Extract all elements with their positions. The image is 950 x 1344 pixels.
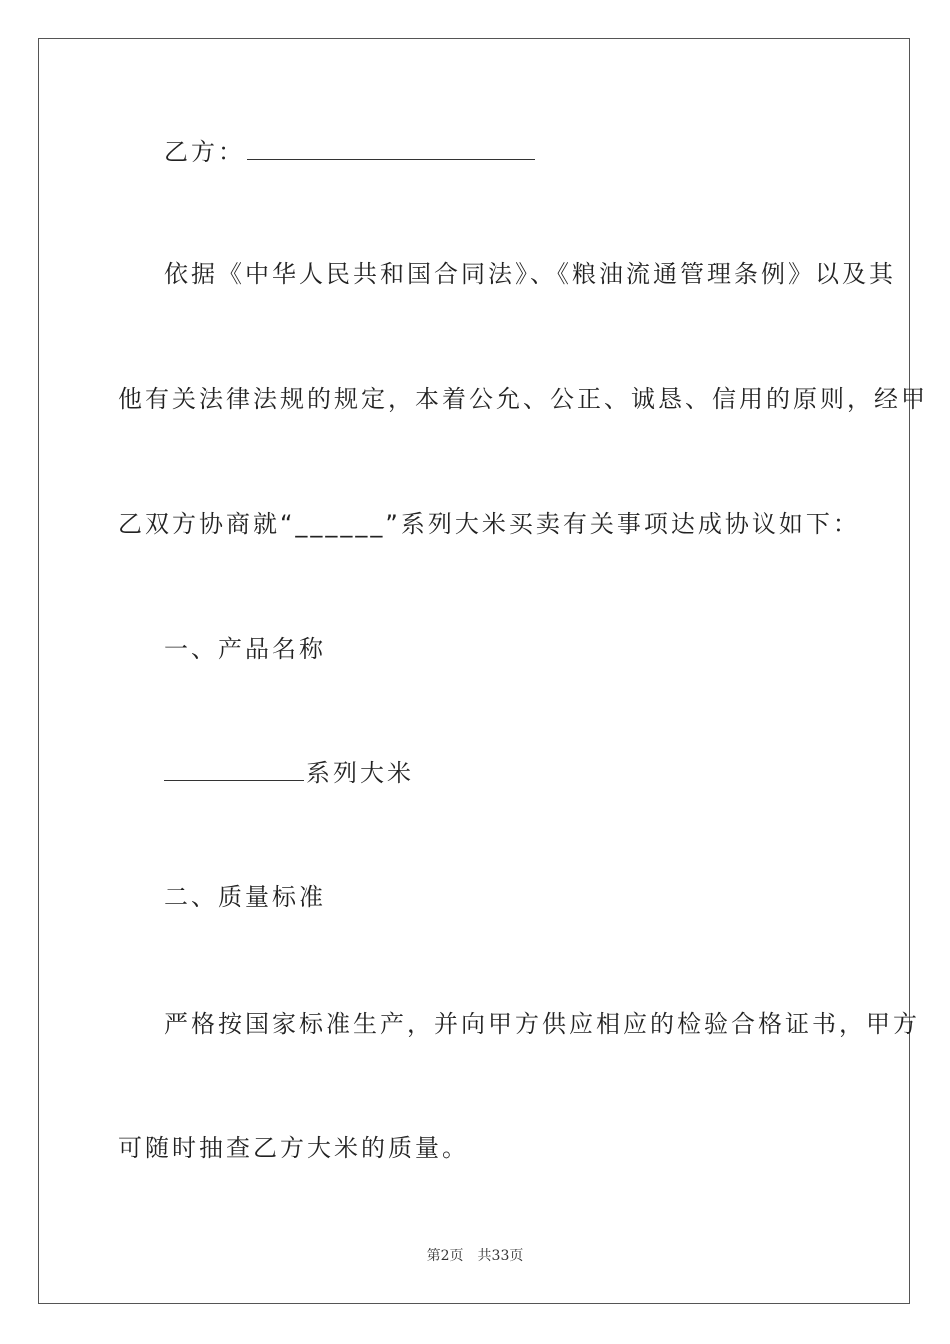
intro-line-3: 乙双方协商就“______”系列大米买卖有关事项达成协议如下： [118,510,860,538]
party-b-label: 乙方： [164,138,245,166]
party-b-line [164,136,535,168]
intro-line-1: 依据《中华人民共和国合同法》、《粮油流通管理条例》以及其 [164,260,896,288]
page-number: 第2页 [426,1248,464,1264]
quality-line-1: 严格按国家标准生产，并向甲方供应相应的检验合格证书，甲方 [164,1010,920,1038]
product-suffix: 系列大米 [306,759,414,787]
quality-line-2: 可随时抽查乙方大米的质量。 [118,1134,469,1162]
page-border [38,38,910,1304]
page-total: 共33页 [477,1248,524,1264]
intro-line-2: 他有关法律法规的规定，本着公允、公正、诚恳、信用的原则，经甲 [118,385,928,413]
page-footer [0,1247,950,1265]
product-name-line [164,757,414,789]
section1-heading: 一、产品名称 [164,635,326,663]
product-name-blank [164,758,304,781]
section2-heading: 二、质量标准 [164,883,326,911]
party-b-blank [247,137,535,160]
